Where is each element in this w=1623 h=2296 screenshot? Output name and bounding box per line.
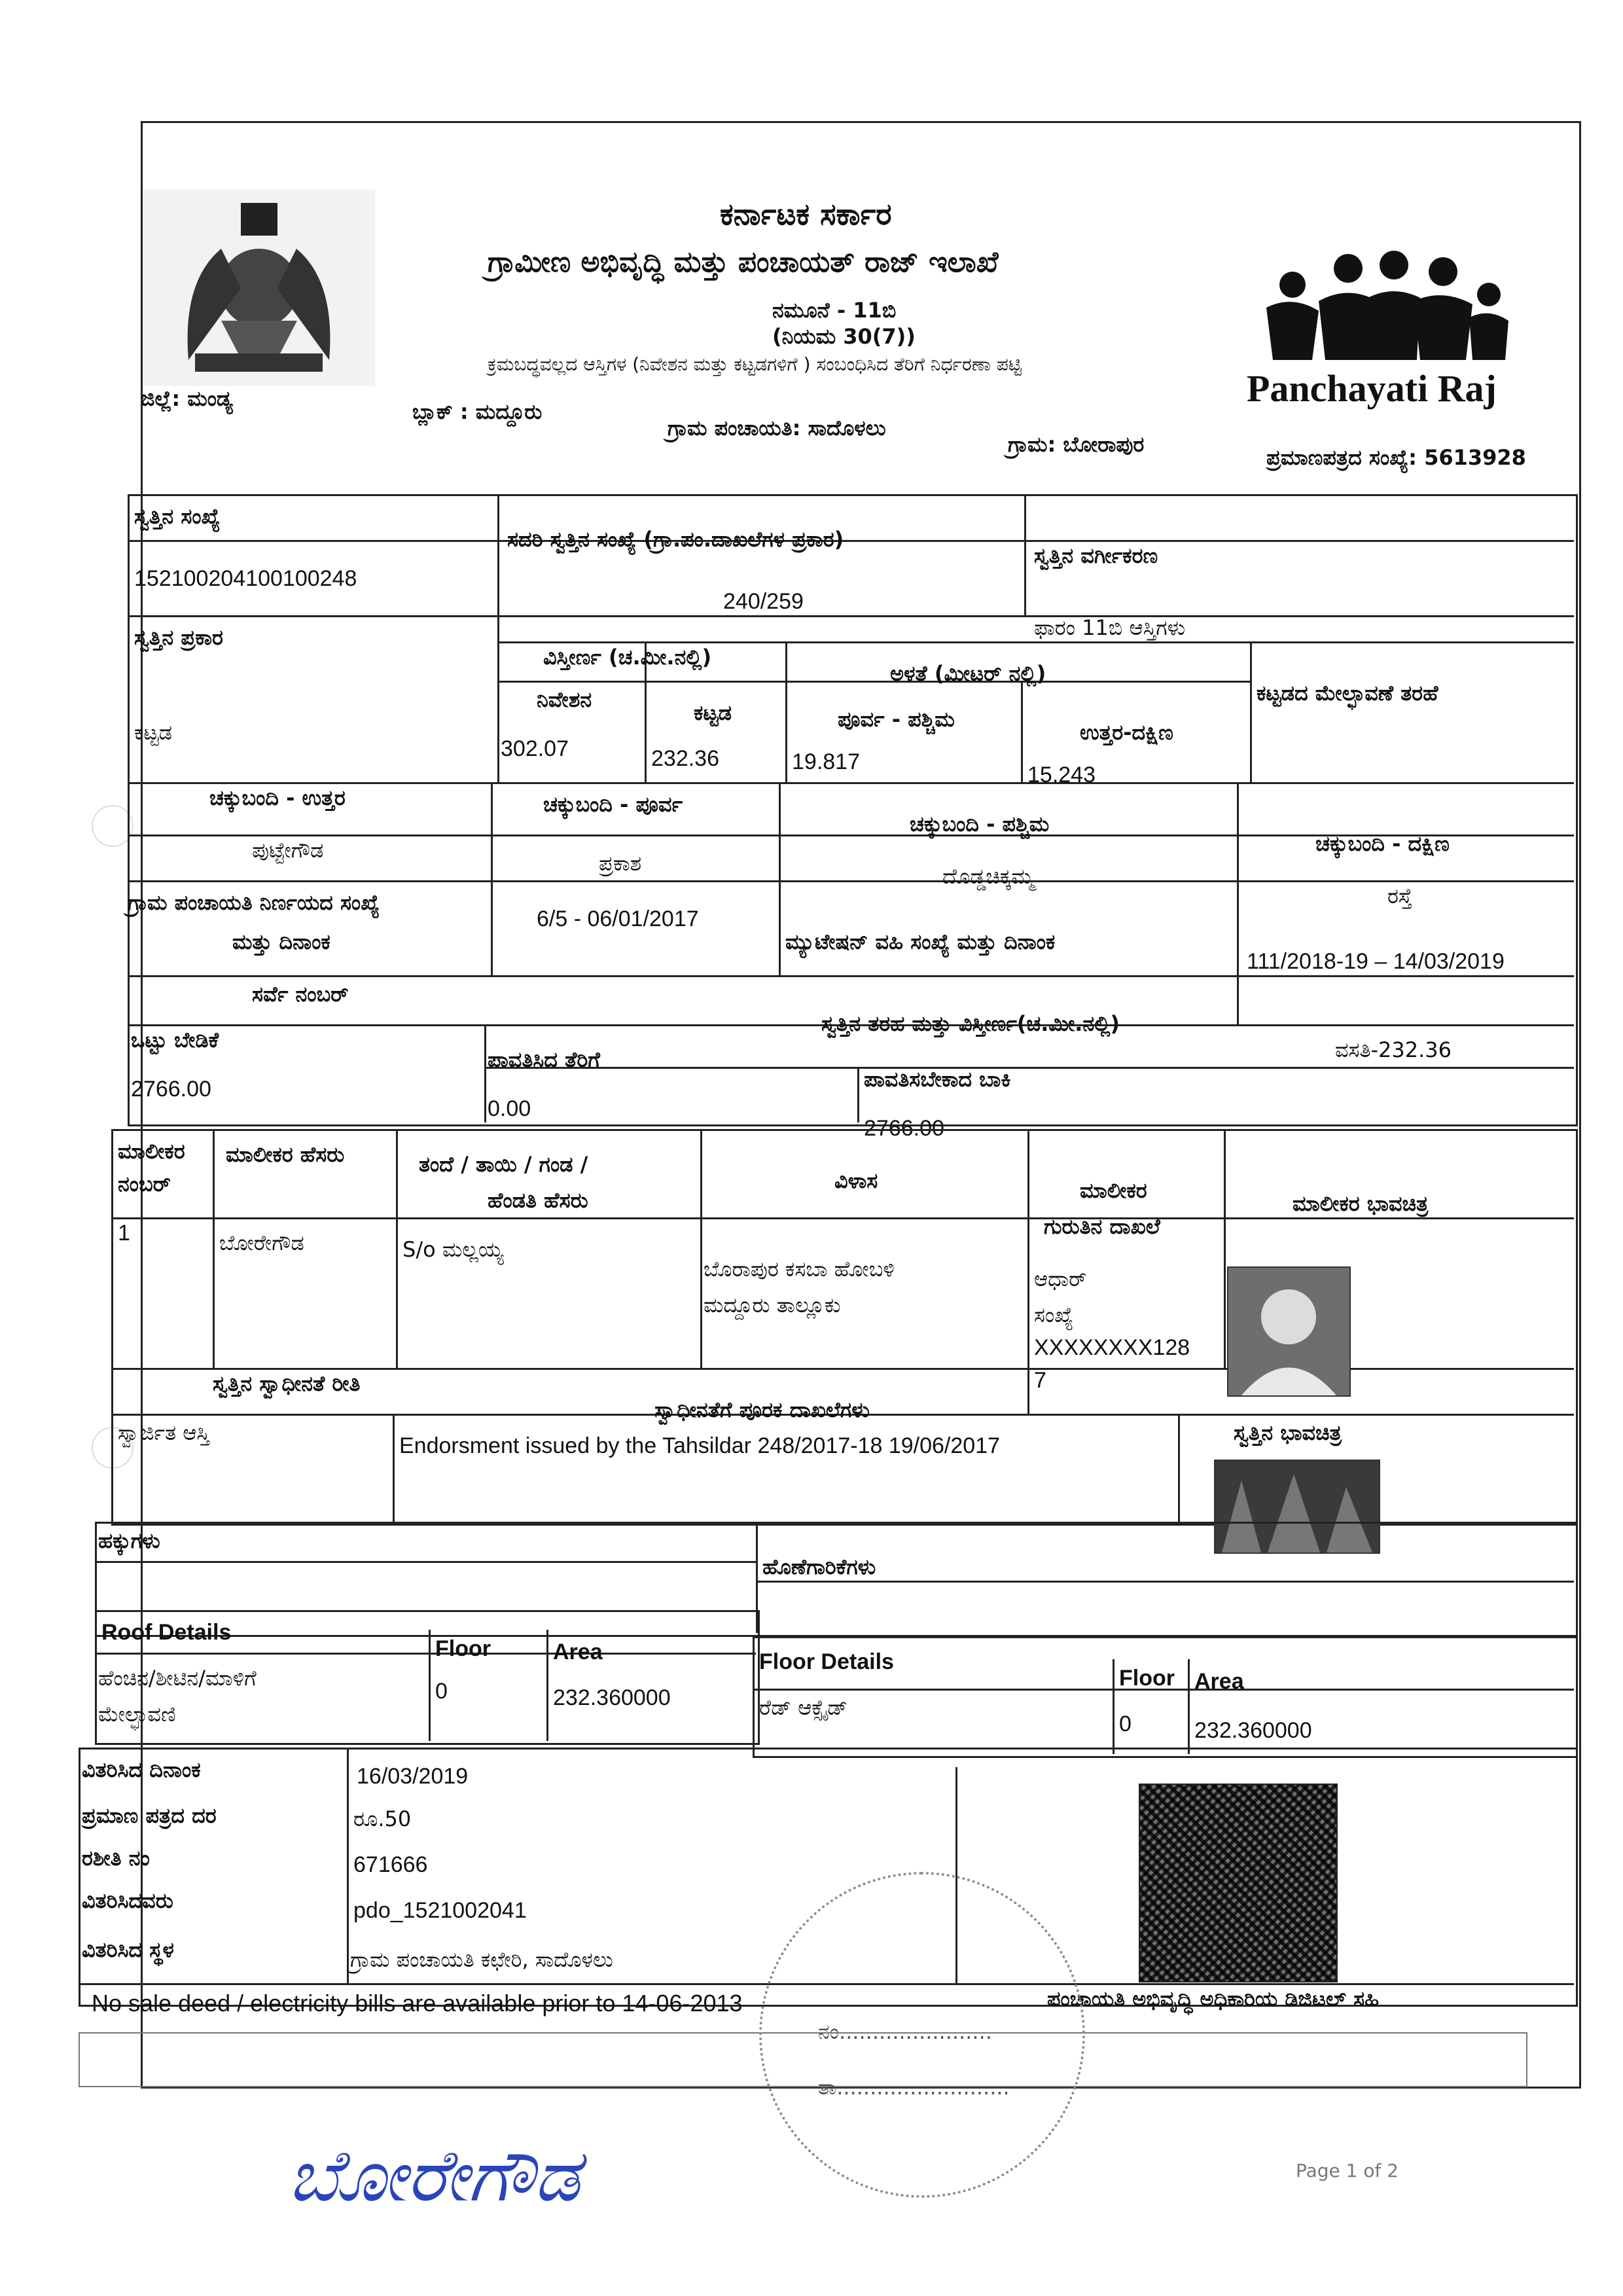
id-proof-line-2: ಸಂಖ್ಯೆ [1034, 1302, 1074, 1327]
resolution-value: 6/5 - 06/01/2017 [537, 906, 699, 931]
floor-area-value: 232.360000 [1194, 1718, 1312, 1743]
property-id-label: ಸ್ವತ್ತಿನ ಸಂಖ್ಯೆ [134, 504, 221, 529]
north-south-label: ಉತ್ತರ-ದಕ್ಷಿಣ [1080, 720, 1173, 745]
roof-floor-header: Floor [435, 1636, 491, 1661]
id-proof-line-1: ಆಧಾರ್ [1034, 1266, 1087, 1291]
acquisition-label: ಸ್ವತ್ತಿನ ಸ್ವಾಧೀನತೆ ರೀತಿ [213, 1371, 361, 1396]
paid-tax-value: 0.00 [488, 1096, 531, 1121]
dimension-label: ಅಳತೆ (ಮೀಟರ್ ನಲ್ಲಿ) [890, 661, 1046, 686]
gp-number-value: 240/259 [723, 589, 804, 614]
north-boundary-value: ಪುಟ್ಟೇಗೌಡ [252, 838, 324, 863]
owner-no-value: 1 [118, 1221, 130, 1246]
north-south-value: 15.243 [1027, 762, 1096, 787]
qr-code[interactable] [1139, 1784, 1338, 1982]
west-boundary-value: ದೊಡ್ಡಚಿಕ್ಕಮ್ಮ [942, 864, 1035, 889]
rule-number: (ನಿಯಮ 30(7)) [772, 324, 916, 349]
id-proof-label-1: ಮಾಲೀಕರ [1080, 1178, 1147, 1203]
west-boundary-label: ಚಕ್ಕುಬಂದಿ - ಪಶ್ಚಿಮ [910, 812, 1050, 836]
village: ಗ್ರಾಮ: ಬೋರಾಪುರ [1008, 432, 1145, 457]
floor-type-value: ರೆಡ್ ಆಕ್ಸೈಡ್ [759, 1695, 848, 1720]
receipt-no-label: ರಶೀತಿ ನಂ [82, 1846, 150, 1871]
roof-area-header: Area [553, 1640, 603, 1664]
panchayati-raj-people-icon [1253, 249, 1515, 367]
id-proof-line-3: XXXXXXXX128 [1034, 1335, 1190, 1360]
address-label: ವಿಳಾಸ [834, 1168, 878, 1193]
area-label: ವಿಸ್ತೀರ್ಣ (ಚ.ಮೀ.ನಲ್ಲಿ) [543, 645, 712, 670]
floor-floor-value: 0 [1119, 1712, 1132, 1736]
issued-by-value: pdo_1521002041 [353, 1898, 527, 1923]
building-area-value: 232.36 [651, 746, 719, 771]
footnote: No sale deed / electricity bills are available prior to 14-06-2013 [92, 1990, 743, 2017]
mutation-label: ಮ್ಯುಟೇಷನ್ ವಹಿ ಸಂಖ್ಯೆ ಮತ್ತು ದಿನಾಂಕ [785, 929, 1056, 954]
logo-text: Panchayati Raj [1247, 367, 1497, 410]
district: ಜಿಲ್ಲೆ: ಮಂಡ್ಯ [141, 386, 233, 411]
form-number: ನಮೂನೆ - 11ಬಿ [772, 298, 897, 323]
liabilities-label: ಹೊಣೆಗಾರಿಕೆಗಳು [762, 1554, 876, 1579]
property-type-value: ಕಟ್ಟಡ [134, 720, 172, 745]
parent-name-label-1: ತಂದೆ / ತಾಯಿ / ಗಂಡ / [419, 1152, 588, 1177]
paid-tax-label: ಪಾವತಿಸಿದ ತೆರಿಗೆ [488, 1047, 600, 1072]
address-line-2: ಮದ್ದೂರು ತಾಲ್ಲೂಕು [704, 1293, 841, 1318]
roof-floor-value: 0 [435, 1679, 448, 1704]
gram-panchayat: ಗ್ರಾಮ ಪಂಚಾಯತಿ: ಸಾದೊಳಲು [668, 416, 886, 440]
owner-name-value: ಬೋರೇಗೌಡ [219, 1230, 304, 1255]
roof-type-2: ಮೇಲ್ಛಾವಣಿ [98, 1702, 176, 1727]
owner-name-label: ಮಾಲೀಕರ ಹೆಸರು [226, 1142, 345, 1167]
issue-date-label: ವಿತರಿಸಿದ ದಿನಾಂಕ [82, 1757, 201, 1782]
govt-title: ಕರ್ನಾಟಕ ಸರ್ಕಾರ [720, 196, 892, 232]
property-nature-label: ಸ್ವತ್ತಿನ ತರಹ ಮತ್ತು ವಿಸ್ತೀರ್ಣ(ಚ.ಮೀ.ನಲ್ಲಿ) [821, 1011, 1120, 1036]
issue-place-value: ಗ್ರಾಮ ಪಂಚಾಯತಿ ಕಛೇರಿ, ಸಾದೊಳಲು [350, 1947, 613, 1972]
parent-name-label-2: ಹೆಂಡತಿ ಹೆಸರು [488, 1188, 588, 1213]
classification-value: ಫಾರಂ 11ಬಿ ಆಸ್ತಿಗಳು [1034, 615, 1186, 640]
classification-label: ಸ್ವತ್ತಿನ ವರ್ಗೀಕರಣ [1034, 543, 1158, 568]
issued-by-label: ವಿತರಿಸಿದವರು [82, 1888, 173, 1913]
east-boundary-label: ಚಕ್ಕುಬಂದಿ - ಪೂರ್ವ [543, 792, 683, 817]
supporting-docs-label: ಸ್ವಾಧೀನತೆಗೆ ಪೂರಕ ದಾಖಲೆಗಳು [654, 1397, 870, 1422]
total-demand-value: 2766.00 [131, 1077, 211, 1102]
north-boundary-label: ಚಕ್ಕುಬಂದಿ - ಉತ್ತರ [209, 785, 346, 810]
owner-photo [1227, 1266, 1351, 1397]
east-west-label: ಪೂರ್ವ - ಪಶ್ಚಿಮ [838, 707, 955, 732]
parent-name-value: S/o ಮಲ್ಲಯ್ಯ [402, 1237, 504, 1262]
pdo-signature-label: ಪಂಚಾಯತಿ ಅಭಿವೃದ್ಧಿ ಅಧಿಕಾರಿಯ ಡಿಜಿಟಲ್ ಸಹಿ [1047, 1986, 1380, 2011]
handwritten-signature: ಬೋರೇಗೌಡ [288, 2134, 580, 2217]
property-photo-label: ಸ್ವತ್ತಿನ ಭಾವಚಿತ್ರ [1234, 1420, 1342, 1445]
floor-area-header: Area [1194, 1669, 1244, 1694]
survey-number-label: ಸರ್ವೆ ನಂಬರ್ [252, 982, 349, 1007]
id-proof-label-2: ಗುರುತಿನ ದಾಖಲೆ [1044, 1214, 1160, 1239]
block: ಬ್ಲಾಕ್ : ಮದ್ದೂರು [412, 399, 543, 424]
gp-number-label: ಸದರಿ ಸ್ವತ್ತಿನ ಸಂಖ್ಯೆ (ಗ್ರಾ.ಪಂ.ದಾಖಲೆಗಳ ಪ್ರಕಾರ) [507, 527, 844, 552]
site-label: ನಿವೇಶನ [537, 687, 592, 712]
total-demand-label: ಒಟ್ಟು ಬೇಡಿಕೆ [131, 1028, 219, 1052]
roof-type-1: ಹೆಂಚಿನ/ಶೀಟಿನ/ಮಾಳಿಗೆ [98, 1666, 257, 1691]
acquisition-value: ಸ್ವಾರ್ಜಿತ ಆಸ್ತಿ [118, 1420, 210, 1445]
floor-details-title: Floor Details [759, 1649, 894, 1674]
balance-due-value: 2766.00 [864, 1116, 944, 1141]
issue-place-label: ವಿತರಿಸಿದ ಸ್ಥಳ [82, 1937, 174, 1962]
floor-floor-header: Floor [1119, 1666, 1175, 1691]
building-label: ಕಟ್ಟಡ [694, 700, 732, 725]
supporting-docs-value: Endorsment issued by the Tahsildar 248/2017-18 19/06/2017 [399, 1433, 1001, 1458]
seal-number-line: ನಂ....................... [818, 2019, 992, 2044]
issue-date-value: 16/03/2019 [357, 1764, 469, 1789]
south-boundary-label: ಚಕ್ಕುಬಂದಿ - ದಕ್ಷಿಣ [1315, 831, 1450, 856]
rights-label: ಹಕ್ಕುಗಳು [98, 1528, 160, 1553]
mutation-value: 111/2018-19 – 14/03/2019 [1247, 949, 1505, 974]
roof-type-label: ಕಟ್ಟಡದ ಮೇಲ್ಛಾವಣೆ ತರಹೆ [1257, 681, 1438, 706]
property-id-value: 152100204100100248 [134, 566, 357, 591]
property-nature-value: ವಸತಿ-232.36 [1335, 1037, 1452, 1062]
owner-no-label-1: ಮಾಲೀಕರ [118, 1139, 185, 1164]
owner-no-label-2: ನಂಬರ್ [118, 1172, 171, 1196]
certificate-number: ಪ್ರಮಾಣಪತ್ರದ ಸಂಖ್ಯೆ: 5613928 [1266, 445, 1526, 470]
resolution-label-1: ಗ್ರಾಮ ಪಂಚಾಯತಿ ನಿರ್ಣಯದ ಸಂಖ್ಯೆ [128, 890, 380, 915]
roof-details-title: Roof Details [101, 1620, 232, 1645]
balance-due-label: ಪಾವತಿಸಬೇಕಾದ ಬಾಕಿ [864, 1067, 1011, 1092]
certificate-fee-value: ರೂ.50 [353, 1806, 412, 1831]
east-west-value: 19.817 [792, 749, 860, 774]
form-subtitle: ಕ್ರಮಬದ್ಧವಲ್ಲದ ಆಸ್ತಿಗಳ (ನಿವೇಶನ ಮತ್ತು ಕಟ್ಟಡಗಳಿಗೆ ) ಸಂಬಂಧಿಸಿದ ತೆರಿಗೆ ನಿರ್ಧರಣಾ ಪಟ್ಟಿ [488, 353, 1022, 375]
east-boundary-value: ಪ್ರಕಾಶ [599, 851, 642, 876]
dept-title: ಗ್ರಾಮೀಣ ಅಭಿವೃದ್ಧಿ ಮತ್ತು ಪಂಚಾಯತ್ ರಾಜ್ ಇಲಾಖೆ [488, 245, 999, 279]
address-line-1: ಬೊರಾಪುರ ಕಸಬಾ ಹೋಬಳಿ [704, 1257, 895, 1282]
certificate-fee-label: ಪ್ರಮಾಣ ಪತ್ರದ ದರ [82, 1803, 217, 1828]
page-number: Page 1 of 2 [1296, 2160, 1399, 2181]
resolution-label-2: ಮತ್ತು ದಿನಾಂಕ [232, 929, 330, 954]
karnataka-emblem-icon [143, 190, 375, 386]
site-area-value: 302.07 [501, 736, 569, 761]
owner-photo-label: ಮಾಲೀಕರ ಭಾವಚಿತ್ರ [1293, 1191, 1429, 1216]
roof-area-value: 232.360000 [553, 1685, 671, 1710]
seal-date-line: ತಾ.......................... [818, 2075, 1010, 2100]
south-boundary-value: ರಸ್ತೆ [1387, 884, 1412, 908]
receipt-no-value: 671666 [353, 1852, 428, 1877]
property-type-label: ಸ್ವತ್ತಿನ ಪ್ರಕಾರ [134, 625, 223, 650]
id-proof-line-4: 7 [1034, 1368, 1046, 1393]
